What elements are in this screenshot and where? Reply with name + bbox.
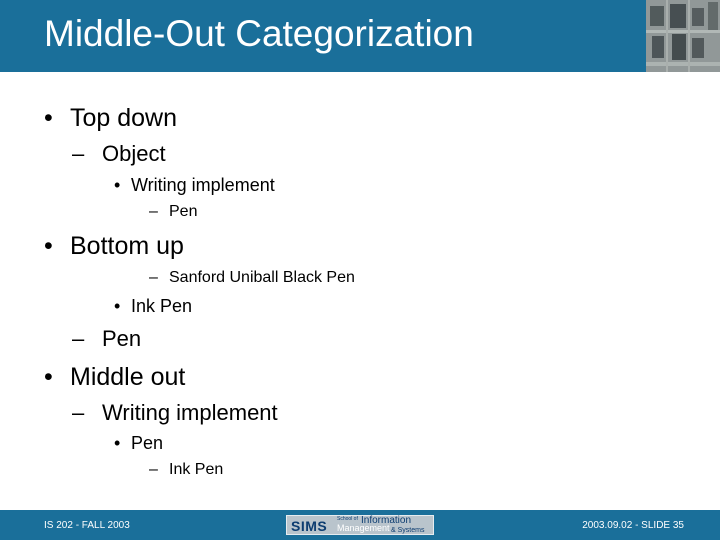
course-label: IS 202 - FALL 2003 xyxy=(44,520,130,531)
bullet-text: Middle out xyxy=(70,363,186,391)
logo-information-text: Information xyxy=(361,515,412,526)
bullet-text: Ink Pen xyxy=(169,461,224,478)
bullet-text: Object xyxy=(102,141,166,166)
bullet-marker: – xyxy=(149,269,158,286)
bullet-text: Pen xyxy=(102,326,142,351)
logo-school-of-text: School of xyxy=(337,516,358,522)
bullet-marker: • xyxy=(44,104,53,132)
bullet-text: Writing implement xyxy=(131,175,275,195)
bullet-text: Ink Pen xyxy=(131,296,193,316)
bullet-marker: • xyxy=(44,363,53,391)
bullet-marker: • xyxy=(114,175,121,195)
bullet-item xyxy=(149,462,223,478)
logo-management-text: Management xyxy=(337,523,390,533)
bullet-item xyxy=(114,434,163,452)
bullet-item xyxy=(72,402,278,424)
bullet-text: Writing implement xyxy=(102,400,278,425)
bullet-item xyxy=(44,106,177,131)
slide-number-label: 2003.09.02 - SLIDE 35 xyxy=(582,520,684,531)
bullet-text: Pen xyxy=(131,433,164,453)
bullet-text: Pen xyxy=(169,203,198,220)
bullet-item xyxy=(149,270,355,286)
bullet-item xyxy=(149,204,197,220)
slide-title: Middle-Out Categorization xyxy=(44,13,474,54)
bullet-marker: – xyxy=(72,400,85,425)
sims-logo xyxy=(286,515,434,535)
bullet-text: Bottom up xyxy=(70,232,184,260)
bullet-marker: – xyxy=(72,326,85,351)
bullet-item xyxy=(114,297,192,315)
bullet-marker: • xyxy=(114,296,121,316)
bullet-item xyxy=(72,328,141,350)
logo-systems-text: & Systems xyxy=(391,527,425,534)
bullet-text: Top down xyxy=(70,104,178,132)
bullet-marker: • xyxy=(114,433,121,453)
bullet-text: Sanford Uniball Black Pen xyxy=(169,269,355,286)
bullet-item xyxy=(44,234,184,259)
bullet-marker: • xyxy=(44,232,53,260)
bullet-marker: – xyxy=(149,203,158,220)
bullet-item xyxy=(114,176,275,194)
bullet-item xyxy=(72,143,166,165)
bullet-item xyxy=(44,365,185,390)
slide-footer xyxy=(0,510,720,540)
logo-sims-text: SIMS xyxy=(291,518,328,534)
bullet-marker: – xyxy=(72,141,85,166)
bullet-marker: – xyxy=(149,461,158,478)
